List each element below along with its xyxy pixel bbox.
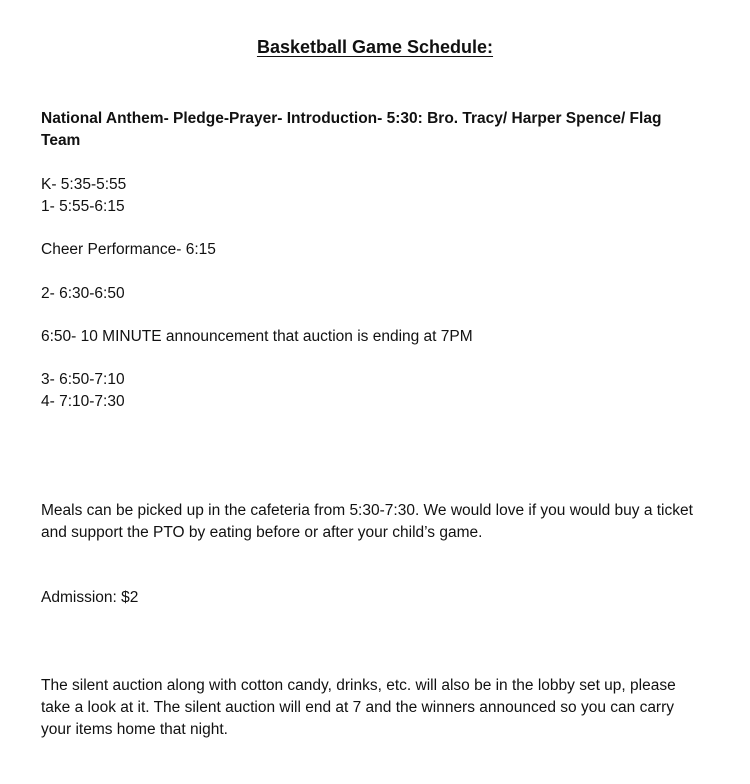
cheer-performance — [41, 239, 741, 261]
schedule-item-1: 1- 5:55-6:15 — [41, 198, 125, 215]
schedule-group-2 — [41, 283, 741, 305]
auction-announcement — [41, 326, 741, 348]
auction-line-1: The silent auction along with cotton candy, drinks, etc. will also be in the lobby set up, please — [41, 677, 676, 694]
silent-auction-paragraph — [41, 675, 741, 741]
schedule-group-3-4 — [41, 369, 741, 413]
schedule-item-k: K- 5:35-5:55 — [41, 176, 127, 193]
opening-ceremony-text — [41, 108, 741, 152]
schedule-item-3: 3- 6:50-7:10 — [41, 371, 125, 388]
admission-paragraph — [41, 587, 741, 609]
meals-paragraph — [41, 500, 741, 544]
cheer-performance-text: Cheer Performance- 6:15 — [41, 241, 216, 258]
schedule-item-4: 4- 7:10-7:30 — [41, 393, 125, 410]
auction-announcement-text: 6:50- 10 MINUTE announcement that auction is ending at 7PM — [41, 328, 473, 345]
opening-line-1: National Anthem- Pledge-Prayer- Introduction- 5:30: Bro. Tracy/ Harper Spence/ Flag — [41, 110, 662, 127]
schedule-item-2: 2- 6:30-6:50 — [41, 285, 125, 302]
opening-line-2: Team — [41, 132, 81, 149]
meals-line-2: and support the PTO by eating before or after your child’s game. — [41, 524, 483, 541]
schedule-group-k-1 — [41, 174, 741, 218]
meals-line-1: Meals can be picked up in the cafeteria from 5:30-7:30. We would love if you would buy a ticket — [41, 502, 693, 519]
page-title: Basketball Game Schedule: — [256, 37, 494, 57]
auction-line-3: your items home that night. — [41, 721, 228, 738]
admission-text: Admission: $2 — [41, 589, 139, 606]
auction-line-2: take a look at it. The silent auction will end at 7 and the winners announced so you can carry — [41, 699, 675, 716]
